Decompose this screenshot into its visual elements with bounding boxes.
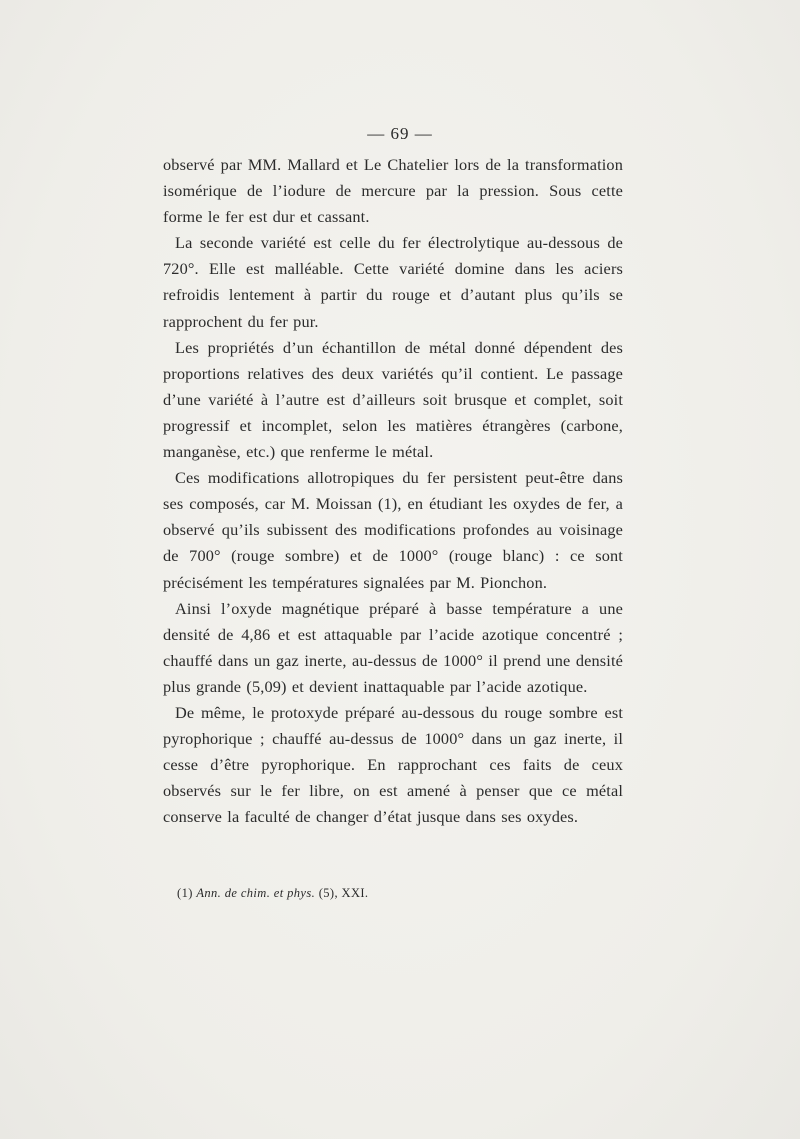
footnote-series: (5), XXI. (318, 886, 369, 900)
paragraph-continuation: observé par MM. Mallard et Le Chatelier lors de la transformation isomérique de l’iodure de mercure par la pression. Sous cette forme le fer est dur et cassant. (163, 155, 623, 227)
paragraph-electrolytic-iron: La seconde variété est celle du fer électrolytique au-dessous de 720°. Elle est malléable. Cette variété domine dans les aciers refroidis lentement à partir du rouge et d’autant plus qu’ils se rapprochent du fer pur. (163, 233, 623, 331)
footnote (177, 886, 368, 901)
footnote-marker: (1) (177, 886, 193, 900)
paragraph-properties: Les propriétés d’un échantillon de métal donné dépendent des proportions relatives des deux variétés qu’il contient. Le passage d’une variété à l’autre est d’ailleurs soit brusque et complet, soit progressif et incomplet, selon les matières étrangères (carbone, manganèse, etc.) que renferme le métal. (163, 337, 623, 462)
footnote-journal: Ann. de chim. et phys. (196, 886, 316, 900)
paragraph-magnetic-oxide: Ainsi l’oxyde magnétique préparé à basse température a une densité de 4,86 et est attaquable par l’acide azotique concentré ; chauffé dans un gaz inerte, au-dessus de 1000° il prend une densité plus grande (5,09) et devient inattaquable par l’acide azotique. (163, 598, 623, 696)
body-text (163, 152, 623, 830)
paragraph-protoxide: De même, le protoxyde préparé au-dessous du rouge sombre est pyrophorique ; chauffé au-dessus de 1000° dans un gaz inerte, il cesse d’être pyrophorique. En rapprochant ces faits de ceux observés sur le fer libre, on est amené à penser que ce métal conserve la faculté de changer d’état jusque dans ses oxydes. (163, 702, 623, 827)
page-number: — 69 — (367, 124, 433, 143)
paragraph-allotropic-modifications: Ces modifications allotropiques du fer persistent peut-être dans ses composés, car M. Moissan (1), en étudiant les oxydes de fer, a observé qu’ils subissent des modifications profondes au voisinage de 700° (rouge sombre) et de 1000° (rouge blanc) : ce sont précisément les températures signalées par M. Pionchon. (163, 468, 623, 592)
